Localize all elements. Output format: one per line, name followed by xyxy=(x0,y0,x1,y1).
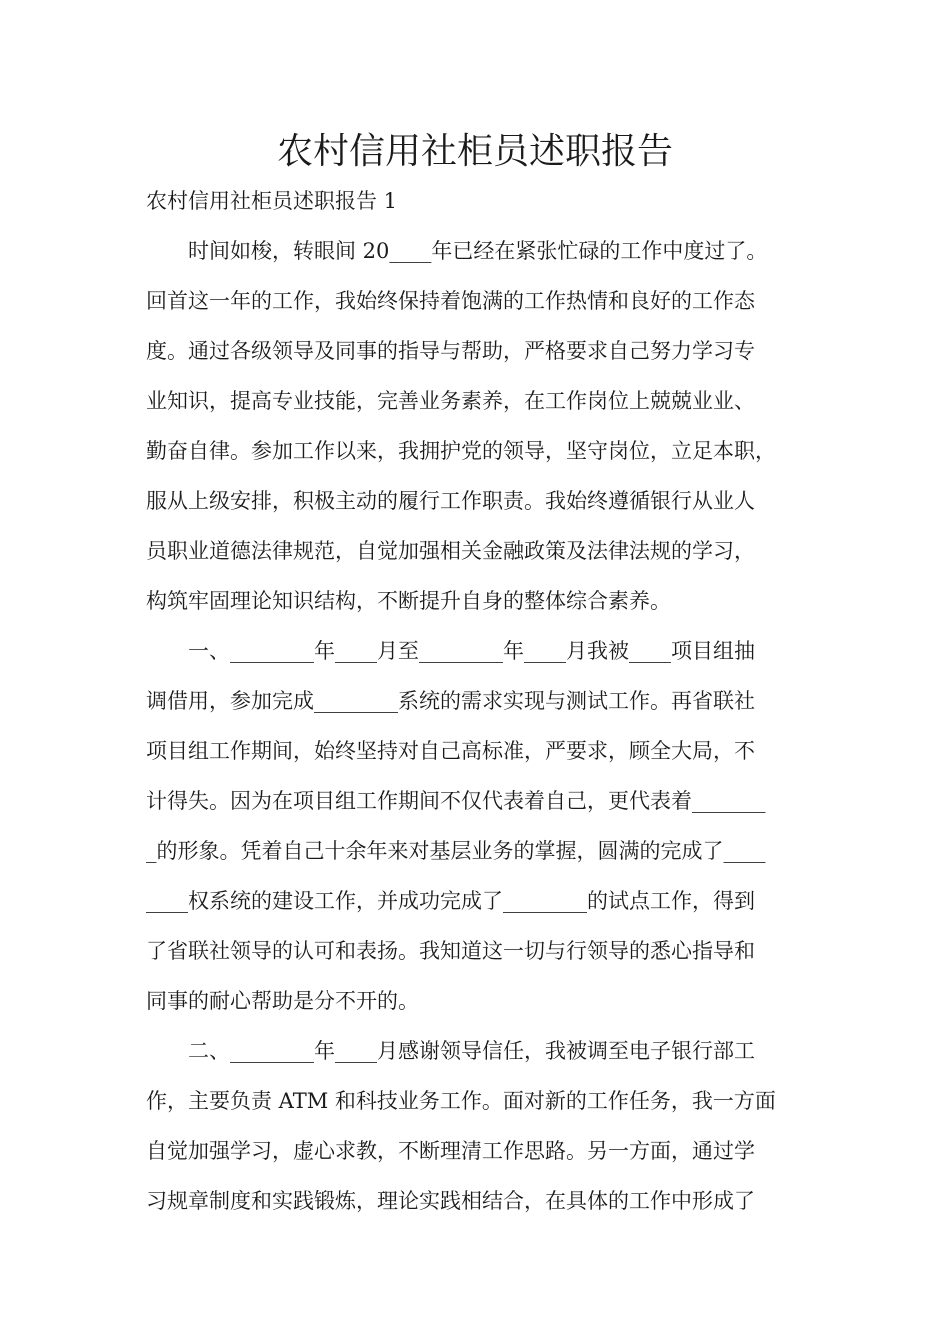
text-line: 勤奋自律。参加工作以来，我拥护党的领导，坚守岗位，立足本职， xyxy=(146,439,776,463)
text-line: 时间如梭，转眼间 20____年已经在紧张忙碌的工作中度过了。 xyxy=(146,239,768,263)
text-line: 回首这一年的工作，我始终保持着饱满的工作热情和良好的工作态 xyxy=(146,289,755,313)
text-line: 自觉加强学习，虚心求教，不断理清工作思路。另一方面，通过学 xyxy=(146,1139,755,1163)
text-line: 计得失。因为在项目组工作期间不仅代表着自己，更代表着_______ xyxy=(146,789,766,813)
text-line: 一、________年____月至________年____月我被____项目组抽 xyxy=(146,639,755,663)
text-line: 度。通过各级领导及同事的指导与帮助，严格要求自己努力学习专 xyxy=(146,339,755,363)
text-line: _的形象。凭着自己十余年来对基层业务的掌握，圆满的完成了____ xyxy=(146,839,766,863)
text-line: 习规章制度和实践锻炼，理论实践相结合，在具体的工作中形成了 xyxy=(146,1189,755,1213)
text-line: ____权系统的建设工作，并成功完成了________的试点工作，得到 xyxy=(146,889,755,913)
text-line: 作，主要负责 ATM 和科技业务工作。面对新的工作任务，我一方面 xyxy=(146,1089,776,1113)
text-line: 项目组工作期间，始终坚持对自己高标准，严要求，顾全大局，不 xyxy=(146,739,755,763)
text-line: 业知识，提高专业技能，完善业务素养，在工作岗位上兢兢业业、 xyxy=(146,389,755,413)
text-line: 同事的耐心帮助是分不开的。 xyxy=(146,989,419,1013)
text-line: 服从上级安排，积极主动的履行工作职责。我始终遵循银行从业人 xyxy=(146,489,755,513)
text-line: 构筑牢固理论知识结构，不断提升自身的整体综合素养。 xyxy=(146,589,671,613)
document-title: 农村信用社柜员述职报告 xyxy=(276,131,673,172)
text-line: 二、________年____月感谢领导信任，我被调至电子银行部工 xyxy=(146,1039,755,1063)
text-line: 了省联社领导的认可和表扬。我知道这一切与行领导的悉心指导和 xyxy=(146,939,755,963)
document-subtitle: 农村信用社柜员述职报告 1 xyxy=(146,189,398,213)
text-line: 员职业道德法律规范，自觉加强相关金融政策及法律法规的学习， xyxy=(146,539,755,563)
text-line: 调借用，参加完成________系统的需求实现与测试工作。再省联社 xyxy=(146,689,755,713)
